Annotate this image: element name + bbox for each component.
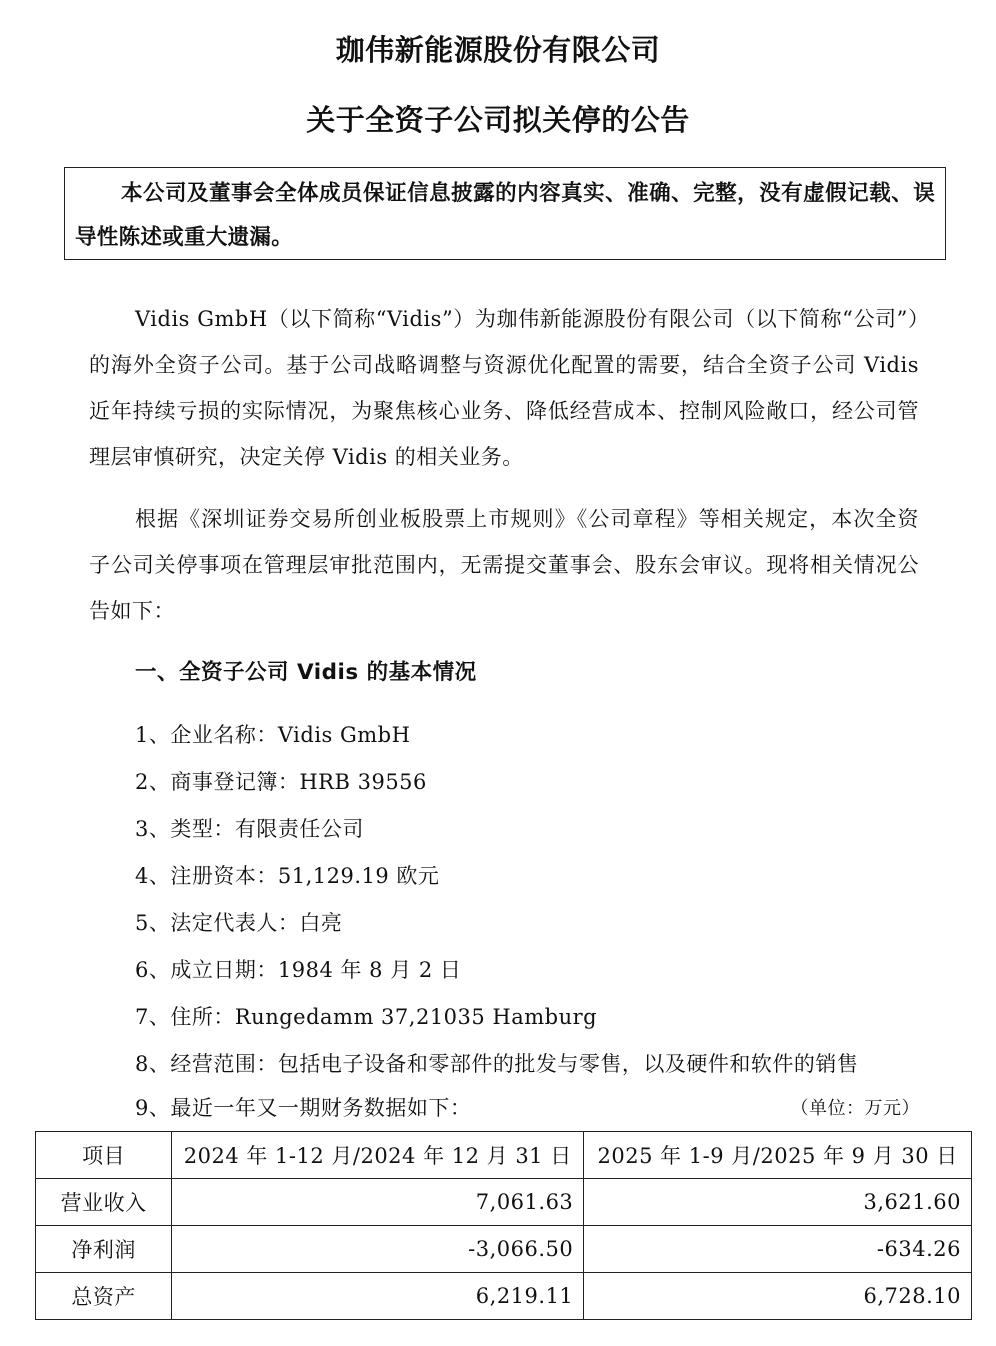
info-founded: 6、成立日期：1984 年 8 月 2 日 [135,958,462,982]
unit-label: （单位：万元） [790,1098,920,1119]
finance-heading-row [135,1088,920,1128]
row-label-net-profit: 净利润 [36,1226,172,1273]
company-name: 珈伟新能源股份有限公司 [335,33,661,67]
table-row [36,1226,972,1273]
disclosure-notice: 本公司及董事会全体成员保证信息披露的内容真实、准确、完整，没有虚假记载、误导性陈述或重大遗漏。 [64,167,946,260]
intro-paragraph: Vidis GmbH（以下简称“Vidis”）为珈伟新能源股份有限公司（以下简称“公司”）的海外全资子公司。基于公司战略调整与资源优化配置的需要，结合全资子公司 Vidis 近年持续亏损的实际情况，为聚焦核心业务、降低经营成本、控制风险敞口，经公司管理层审慎研究，决定关停 Vidis 的相关业务。 [89,307,919,469]
info-address: 7、住所：Rungedamm 37,21035 Hamburg [135,1005,598,1029]
regulation-paragraph: 根据《深圳证券交易所创业板股票上市规则》《公司章程》等相关规定，本次全资子公司关停事项在管理层审批范围内，无需提交董事会、股东会审议。现将相关情况公告如下： [89,507,919,623]
info-type: 3、类型：有限责任公司 [135,817,364,841]
cell-total-assets-2025: 6,728.10 [584,1273,972,1320]
cell-total-assets-2024: 6,219.11 [172,1273,584,1320]
section-heading: 一、全资子公司 Vidis 的基本情况 [135,660,477,685]
info-capital: 4、注册资本：51,129.19 欧元 [135,864,440,888]
row-label-total-assets: 总资产 [36,1273,172,1320]
header-2024: 2024 年 1-12 月/2024 年 12 月 31 日 [172,1132,584,1179]
row-label-revenue: 营业收入 [36,1179,172,1226]
info-company-name: 1、企业名称：Vidis GmbH [135,723,411,747]
finance-label: 9、最近一年又一期财务数据如下： [135,1096,472,1120]
cell-revenue-2024: 7,061.63 [172,1179,584,1226]
table-row [36,1179,972,1226]
info-legal-rep: 5、法定代表人：白亮 [135,911,343,935]
table-row [36,1273,972,1320]
cell-revenue-2025: 3,621.60 [584,1179,972,1226]
header-item: 项目 [36,1132,172,1179]
financial-table [35,1131,972,1320]
cell-net-profit-2024: -3,066.50 [172,1226,584,1273]
header-2025: 2025 年 1-9 月/2025 年 9 月 30 日 [584,1132,972,1179]
info-registry: 2、商事登记簿：HRB 39556 [135,770,427,794]
cell-net-profit-2025: -634.26 [584,1226,972,1273]
announcement-title: 关于全资子公司拟关停的公告 [306,103,690,137]
info-business-scope: 8、经营范围：包括电子设备和零部件的批发与零售，以及硬件和软件的销售 [135,1052,859,1076]
company-info-list [135,713,925,1089]
table-header-row [36,1132,972,1179]
